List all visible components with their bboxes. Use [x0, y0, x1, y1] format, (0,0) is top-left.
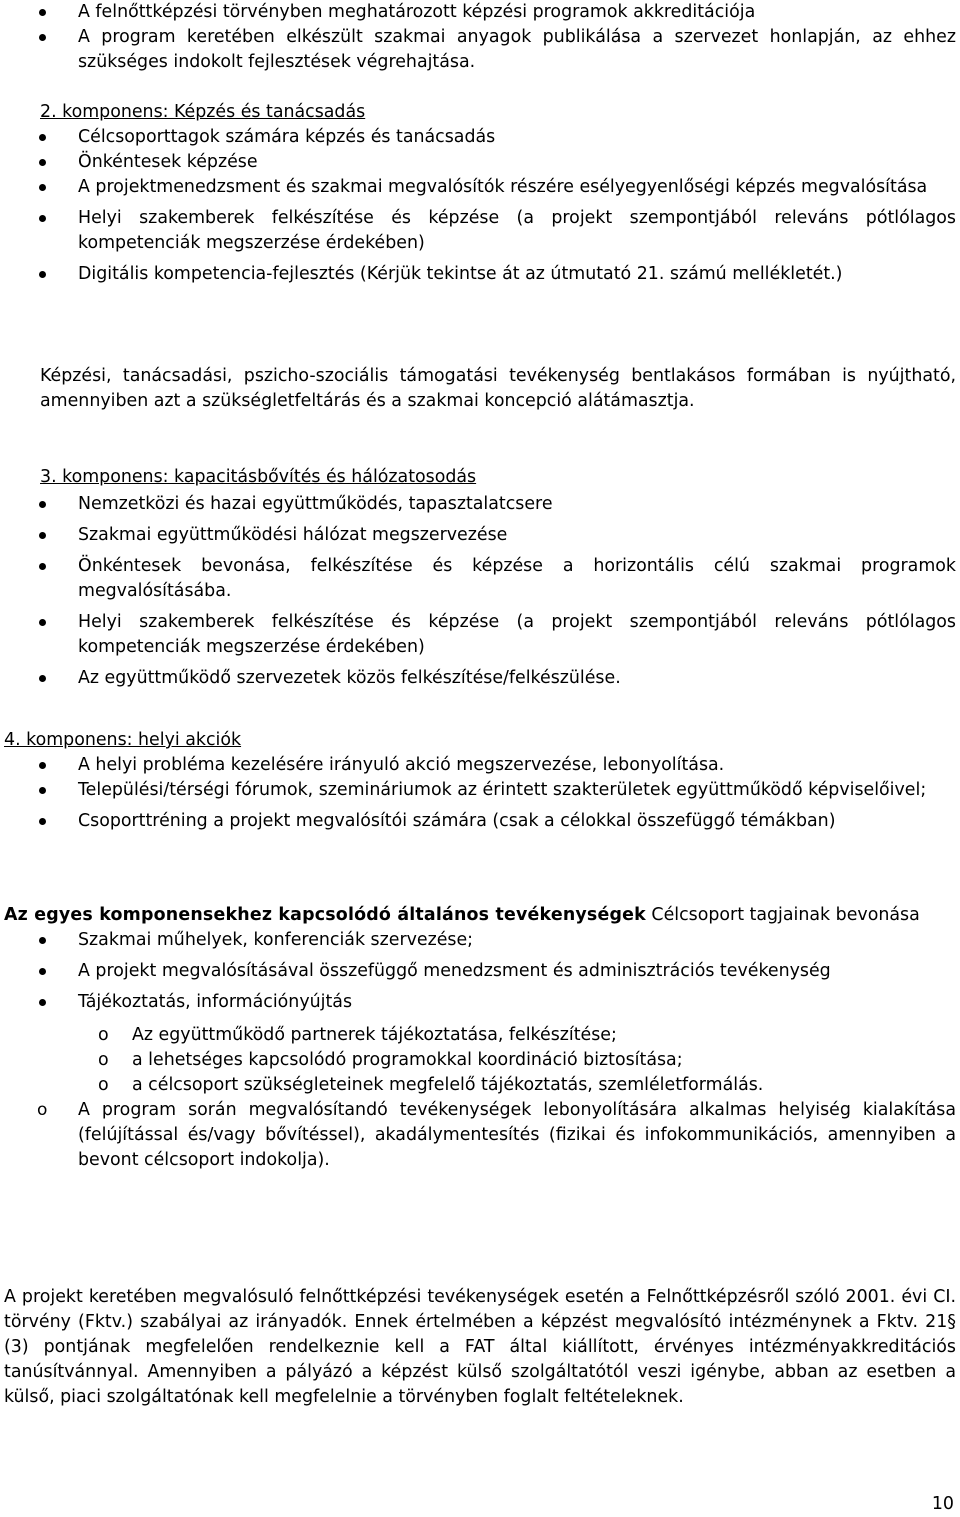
- bullet-icon: [39, 9, 46, 16]
- list-item: Tájékoztatás, információnyújtás: [4, 990, 956, 1015]
- component-3-section: [4, 465, 956, 691]
- bullet-icon: [39, 532, 46, 539]
- bullet-icon: [39, 563, 46, 570]
- list-item: Szakmai műhelyek, konferenciák szervezése;: [4, 928, 956, 953]
- list-item: Szakmai együttműködési hálózat megszervezése: [4, 523, 956, 548]
- top-list: [4, 0, 956, 75]
- list-item: Önkéntesek képzése: [4, 150, 956, 175]
- circle-bullet-icon: o: [98, 1050, 109, 1070]
- bullet-icon: [39, 134, 46, 141]
- component-2-note: Képzési, tanácsadási, pszicho-szociális támogatási tevékenység bentlakásos formában is nyújtható, amennyiben azt a szükségletfeltárás és a szakmai koncepció alátámasztja.: [40, 366, 956, 411]
- list-item: Digitális kompetencia-fejlesztés (Kérjük tekintse át az útmutató 21. számú mellékletét.): [4, 262, 956, 287]
- component-2-heading: 2. komponens: Képzés és tanácsadás: [40, 102, 366, 122]
- bullet-icon: [39, 215, 46, 222]
- bullet-icon: [39, 675, 46, 682]
- bullet-icon: [39, 184, 46, 191]
- component-4-section: [4, 728, 956, 834]
- general-heading: Az egyes komponensekhez kapcsolódó általános tevékenységek: [4, 905, 646, 925]
- bullet-icon: [39, 787, 46, 794]
- list-item: Nemzetközi és hazai együttműködés, tapasztalatcsere: [4, 492, 956, 517]
- list-item: Helyi szakemberek felkészítése és képzése (a projekt szempontjából releváns pótlólagos kompetenciák megszerzése érdekében): [4, 206, 956, 256]
- circle-bullet-icon: o: [98, 1075, 109, 1095]
- page-number: 10: [931, 1494, 954, 1514]
- list-item: A program keretében elkészült szakmai anyagok publikálása a szervezet honlapján, az ehhez szükséges indokolt fejlesztések végrehajtása.: [4, 25, 956, 75]
- bullet-icon: [39, 999, 46, 1006]
- circle-bullet-icon: o: [98, 1025, 109, 1045]
- bullet-icon: [39, 159, 46, 166]
- list-item: o A program során megvalósítandó tevékenységek lebonyolítására alkalmas helyiség kialakítása (felújítással és/vagy bővítéssel), akadálymentesítés (fizikai és infokommunikációs, amennyiben a bevont célcsoport indokolja).: [37, 1100, 956, 1170]
- sub-list-item: o a lehetséges kapcsolódó programokkal koordináció biztosítása;: [4, 1048, 956, 1073]
- list-item: Önkéntesek bevonása, felkészítése és képzése a horizontális célú szakmai programok megvalósításába.: [4, 554, 956, 604]
- list-item: Az együttműködő szervezetek közös felkészítése/felkészülése.: [4, 666, 956, 691]
- sub-list-item: o a célcsoport szükségleteinek megfelelő tájékoztatás, szemléletformálás.: [4, 1073, 956, 1098]
- component-4-heading: 4. komponens: helyi akciók: [4, 730, 242, 750]
- list-item: Helyi szakemberek felkészítése és képzése (a projekt szempontjából releváns pótlólagos kompetenciák megszerzése érdekében): [4, 610, 956, 660]
- sub-list-item: o Az együttműködő partnerek tájékoztatása, felkészítése;: [4, 1023, 956, 1048]
- bullet-icon: [39, 619, 46, 626]
- list-item: A projekt megvalósításával összefüggő menedzsment és adminisztrációs tevékenység: [4, 959, 956, 984]
- bullet-icon: [39, 937, 46, 944]
- bullet-icon: [39, 818, 46, 825]
- bullet-icon: [39, 271, 46, 278]
- list-item: Célcsoporttagok számára képzés és tanácsadás: [4, 125, 956, 150]
- list-item: Csoporttréning a projekt megvalósítói számára (csak a célokkal összefüggő témákban): [4, 809, 956, 834]
- list-item: A felnőttképzési törvényben meghatározott képzési programok akkreditációja: [4, 0, 956, 25]
- list-item: A projektmenedzsment és szakmai megvalósítók részére esélyegyenlőségi képzés megvalósítása: [4, 175, 956, 200]
- circle-bullet-icon: o: [37, 1100, 48, 1120]
- bullet-icon: [39, 762, 46, 769]
- general-heading-rest: Célcsoport tagjainak bevonása: [645, 905, 920, 925]
- list-item: A helyi probléma kezelésére irányuló akció megszervezése, lebonyolítása.: [4, 753, 956, 778]
- general-activities-section: [4, 903, 956, 1173]
- bullet-icon: [39, 501, 46, 508]
- list-item: Települési/térségi fórumok, szemináriumok az érintett szakterületek együttműködő képviselőivel;: [4, 778, 956, 803]
- component-3-heading: 3. komponens: kapacitásbővítés és hálózatosodás: [40, 467, 477, 487]
- bullet-icon: [39, 34, 46, 41]
- bullet-icon: [39, 968, 46, 975]
- component-2-section: [4, 100, 956, 287]
- closing-paragraph: A projekt keretében megvalósuló felnőttképzési tevékenységek esetén a Felnőttképzésről szóló 2001. évi CI. törvény (Fktv.) szabályai az irányadók. Ennek értelmében a képzést megvalósító intézménynek a Fktv. 21§ (3) pontjának megfelelően rendelkeznie kell a FAT által kiállított, érvényes intézményakkreditációs tanúsítvánnyal. Amennyiben a pályázó a képzést külső szolgáltatótól veszi igénybe, abban az esetben a külső, piaci szolgáltatónak kell megfelelnie a törvényben foglalt feltételeknek.: [4, 1287, 956, 1407]
